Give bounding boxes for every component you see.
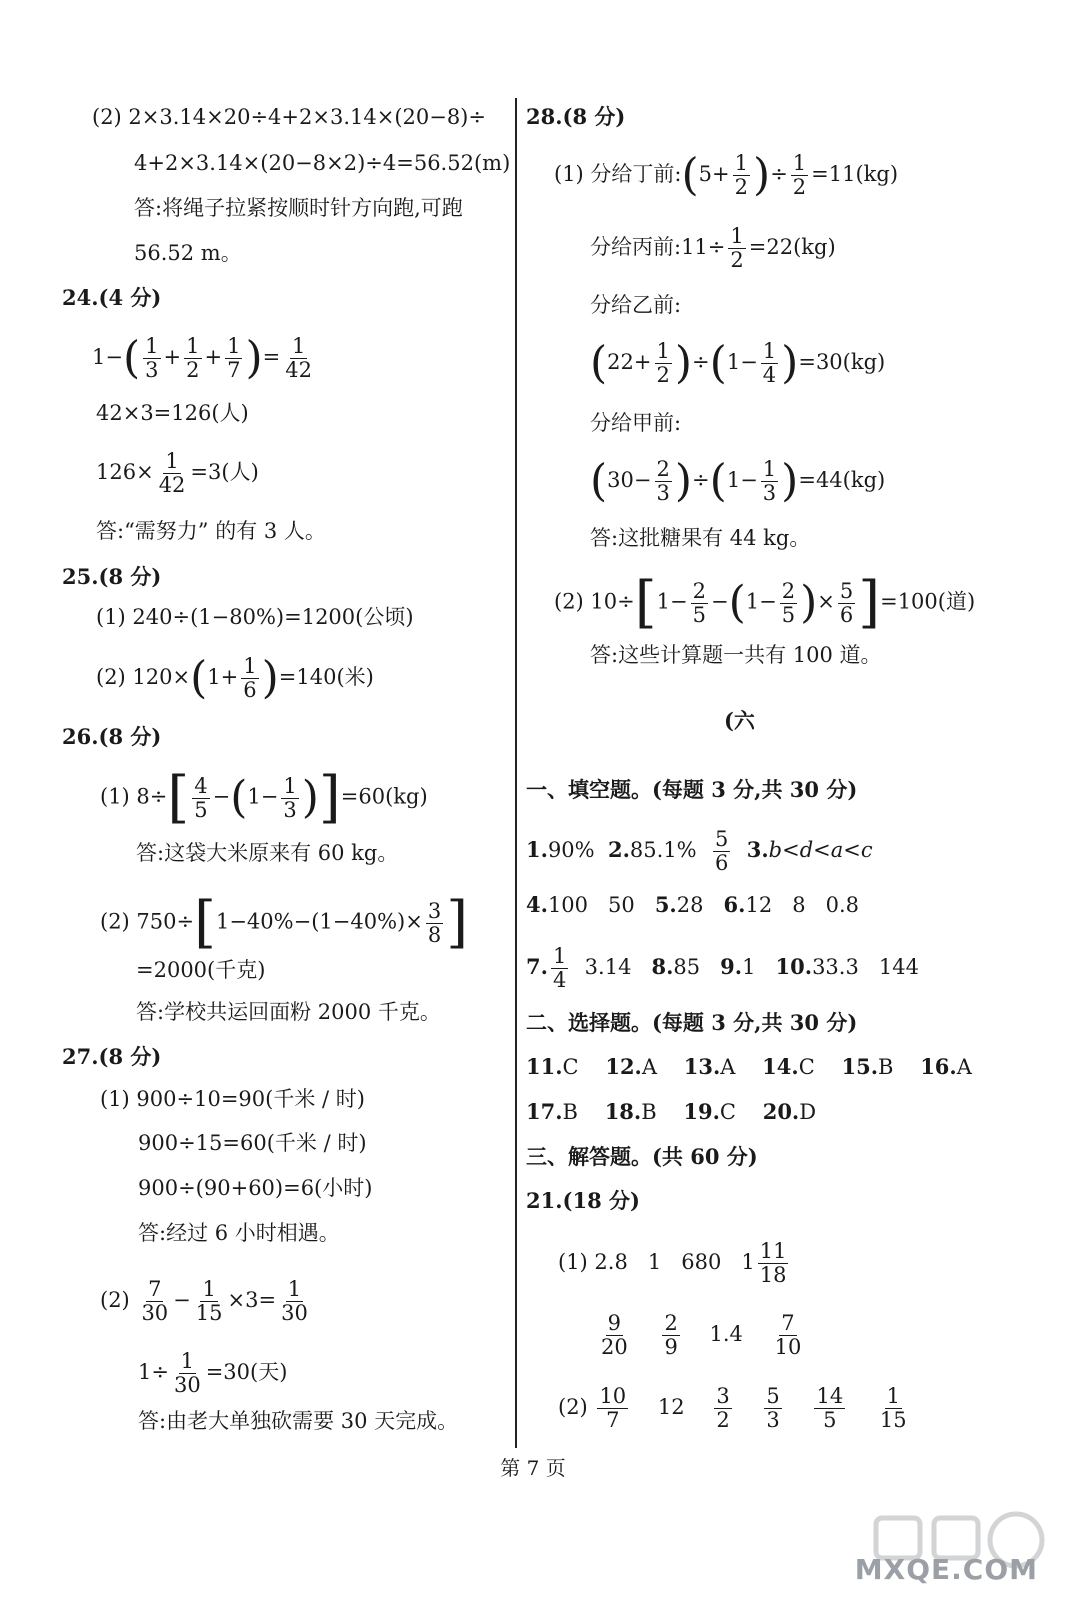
q28-part1-answer: 答:这批糖果有 44 kg。 — [590, 526, 811, 550]
right-column — [524, 0, 1066, 1460]
fraction: $\frac{1}{15}$ — [879, 1384, 907, 1432]
fraction: $\frac{1}{2}$ — [186, 334, 200, 382]
q27-part2-answer: 答:由老大单独砍需要 30 天完成。 — [138, 1409, 459, 1433]
q26-part1-answer: 答:这袋大米原来有 60 kg。 — [136, 841, 399, 865]
section1-title: 一、填空题。(每题 3 分,共 30 分) — [526, 777, 858, 802]
fraction: $\frac{2}{9}$ — [664, 1311, 678, 1359]
fraction: $\frac{1}{3}$ — [762, 457, 777, 505]
q28-part2-answer: 答:这些计算题一共有 100 道。 — [590, 643, 882, 667]
q23-part2-line2: 4+2×3.14×(20−8×2)÷4=56.52(m) — [134, 151, 511, 175]
q27-part1-answer: 答:经过 6 小时相遇。 — [138, 1221, 340, 1245]
fraction: $\frac{14}{5}$ — [816, 1384, 844, 1432]
q26-part2-result: =2000(千克) — [136, 958, 266, 982]
fraction: $\frac{11}{18}$ — [759, 1239, 787, 1287]
q24-title: 24.(4 分) — [62, 285, 162, 310]
q21-title: 21.(18 分) — [526, 1188, 640, 1213]
fraction: $\frac{1}{30}$ — [281, 1277, 308, 1325]
fraction: $\frac{1}{2}$ — [730, 224, 744, 272]
q21-part1-row1: (1) 2.8 1 680 1 $\frac{11}{18}$ — [558, 1239, 787, 1287]
q26-part1: (1) 8÷[ $\frac{4}{5}$ −(1− $\frac{1}{3}$ )]=60(kg) — [100, 765, 428, 830]
fraction: $\frac{1}{42}$ — [158, 449, 186, 497]
q27-part1-line2: 900÷15=60(千米 / 时) — [138, 1131, 367, 1155]
q27-title: 27.(8 分) — [62, 1044, 162, 1069]
fraction: $\frac{7}{30}$ — [141, 1277, 169, 1325]
section1-line2: 4.100 50 5.28 6.12 8 0.8 — [526, 892, 859, 917]
left-column — [0, 0, 520, 1460]
fraction: $\frac{1}{30}$ — [173, 1349, 201, 1397]
q23-answer-line2: 56.52 m。 — [134, 241, 242, 265]
fraction: $\frac{7}{10}$ — [774, 1311, 802, 1359]
section1-line3: 7. $\frac{1}{4}$ 3.14 8.85 9.1 10.33.3 144 — [526, 944, 919, 992]
q27-part1-line1: (1) 900÷10=90(千米 / 时) — [100, 1087, 365, 1111]
section3-title: 三、解答题。(共 60 分) — [526, 1144, 758, 1169]
section2-title: 二、选择题。(每题 3 分,共 30 分) — [526, 1010, 858, 1035]
fraction: $\frac{2}{5}$ — [692, 578, 706, 627]
page-number: 第 7 页 — [500, 1456, 566, 1480]
fraction: $\frac{1}{3}$ — [145, 334, 159, 382]
fraction: $\frac{2}{3}$ — [656, 457, 670, 505]
fraction: $\frac{1}{4}$ — [552, 944, 567, 992]
fraction: $\frac{1}{42}$ — [285, 334, 312, 382]
fraction: $\frac{1}{2}$ — [734, 151, 749, 199]
q23-part2-line1: (2) 2×3.14×20÷4+2×3.14×(20−8)÷ — [92, 105, 486, 129]
section1-line1: 1.90% 2.85.1% $\frac{5}{6}$ 3.b<d<a<c — [526, 827, 873, 875]
fraction: $\frac{3}{8}$ — [427, 898, 442, 947]
q24-answer: 答:“需努力” 的有 3 人。 — [96, 519, 326, 543]
fraction: $\frac{1}{15}$ — [195, 1277, 223, 1325]
column-divider — [515, 98, 517, 1448]
watermark-text: MXQE.COM — [854, 1553, 1038, 1586]
q28-part1-line6: (30− $\frac{2}{3}$ )÷(1− $\frac{1}{3}$ )=44(kg) — [590, 455, 886, 507]
fraction: $\frac{4}{5}$ — [194, 773, 208, 822]
fraction: $\frac{3}{2}$ — [716, 1384, 730, 1432]
section2-line1: 11.C 12.A 13.A 14.C 15.B 16.A — [526, 1054, 972, 1079]
q26-title: 26.(8 分) — [62, 724, 162, 749]
fraction: $\frac{9}{20}$ — [601, 1311, 628, 1359]
q28-part1-line1: (1) 分给丁前:(5+ $\frac{1}{2}$ )÷ $\frac{1}{2}$ =11(kg) — [554, 149, 899, 201]
fraction: $\frac{1}{3}$ — [283, 773, 297, 822]
fraction: $\frac{1}{2}$ — [656, 339, 670, 387]
fraction: $\frac{5}{6}$ — [839, 578, 854, 627]
fraction: $\frac{10}{7}$ — [599, 1384, 627, 1432]
q27-part1-line3: 900÷(90+60)=6(小时) — [138, 1176, 373, 1200]
q27-part2-line2: 1÷ $\frac{1}{30}$ =30(天) — [138, 1349, 288, 1397]
fraction: $\frac{5}{3}$ — [766, 1384, 780, 1432]
q28-part2: (2) 10÷[1− $\frac{2}{5}$ −(1− $\frac{2}{5}$ )× $\frac{5}{6}$ ]=100(道) — [554, 570, 976, 635]
fraction: $\frac{2}{5}$ — [781, 578, 796, 627]
section2-line2: 17.B 18.B 19.C 20.D — [526, 1099, 817, 1124]
q23-answer-line1: 答:将绳子拉紧按顺时针方向跑,可跑 — [134, 196, 463, 220]
q24-line2: 42×3=126(人) — [96, 401, 249, 425]
q21-part1-row2: $\frac{9}{20}$ $\frac{2}{9}$ 1.4 $\frac{7}{10}$ — [601, 1311, 802, 1359]
q25-part1: (1) 240÷(1−80%)=1200(公顷) — [96, 605, 414, 629]
q28-part1-line2: 分给丙前:11÷ $\frac{1}{2}$ =22(kg) — [590, 224, 836, 272]
q25-part2: (2) 120×(1+ $\frac{1}{6}$ )=140(米) — [96, 652, 374, 704]
q28-part1-line4: (22+ $\frac{1}{2}$ )÷(1− $\frac{1}{4}$ )=30(kg) — [590, 337, 886, 389]
fraction: $\frac{1}{6}$ — [243, 654, 257, 702]
q24-line3: 126× $\frac{1}{42}$ =3(人) — [96, 449, 259, 497]
q21-part2: (2) $\frac{10}{7}$ 12 $\frac{3}{2}$ $\frac{5}{3}$ $\frac{14}{5}$ $\frac{1}{15}$ — [558, 1384, 907, 1432]
fraction: $\frac{1}{7}$ — [227, 334, 241, 382]
q26-part2-answer: 答:学校共运回面粉 2000 千克。 — [136, 1000, 441, 1024]
q26-part2: (2) 750÷[1−40%−(1−40%)× $\frac{3}{8}$ ] — [100, 890, 469, 955]
q24-line1: 1−( $\frac{1}{3}$ + $\frac{1}{2}$ + $\frac{1}{7}$ )= $\frac{1}{42}$ — [92, 332, 312, 384]
fraction: $\frac{5}{6}$ — [715, 827, 729, 875]
q27-part2-line1: (2) $\frac{7}{30}$ − $\frac{1}{15}$ ×3= $\frac{1}{30}$ — [100, 1277, 308, 1325]
fraction: $\frac{1}{4}$ — [762, 339, 777, 387]
section-heading: (六 — [724, 708, 755, 733]
q25-title: 25.(8 分) — [62, 564, 162, 589]
q28-part1-line3: 分给乙前: — [590, 293, 682, 317]
q28-title: 28.(8 分) — [526, 104, 626, 129]
fraction: $\frac{1}{2}$ — [792, 151, 807, 199]
q28-part1-line5: 分给甲前: — [590, 411, 682, 435]
